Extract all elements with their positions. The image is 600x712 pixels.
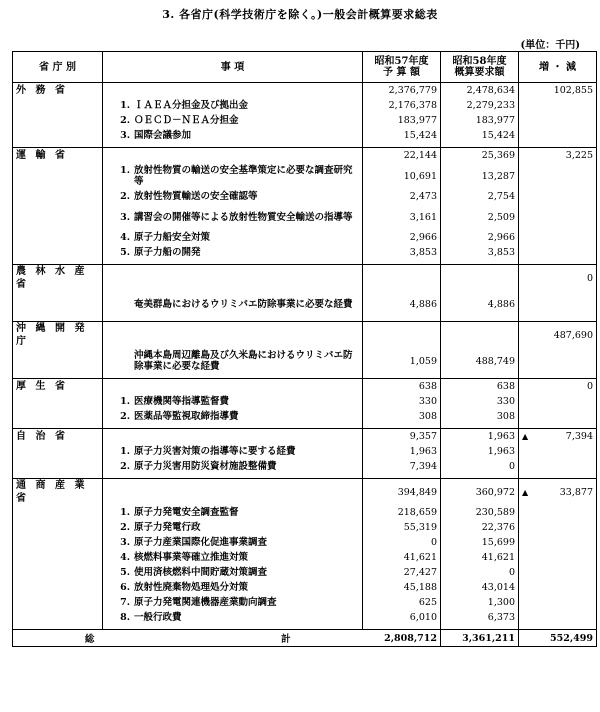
- section-row: [13, 83, 597, 99]
- item-cell: [103, 505, 363, 520]
- item-change-blank: [519, 505, 597, 520]
- item-row: [13, 409, 597, 424]
- item-change-blank: [519, 535, 597, 550]
- negative-marker: ▲: [522, 487, 529, 497]
- total-fy58: 3,361,211: [441, 630, 519, 647]
- item-fy58: 13,287: [441, 163, 519, 189]
- ministry-spacer: [13, 595, 103, 610]
- header-fy57-line2: 予 算 額: [383, 67, 420, 78]
- item-number: 2.: [120, 411, 130, 422]
- ministry-name: 農 林 水 産 省: [13, 265, 103, 292]
- ministry-spacer: [13, 550, 103, 565]
- item-fy58: 3,853: [441, 245, 519, 260]
- item-fy57: 41,621: [363, 550, 441, 565]
- item-fy58: 183,977: [441, 113, 519, 128]
- item-fy58: 1,963: [441, 444, 519, 459]
- item-change-blank: [519, 98, 597, 113]
- section-change: [519, 379, 597, 395]
- item-fy58: 1,300: [441, 595, 519, 610]
- item-cell: [103, 444, 363, 459]
- total-row: [13, 630, 597, 647]
- section-fy57: 22,144: [363, 148, 441, 164]
- item-number: 5.: [120, 247, 130, 258]
- item-change-blank: [519, 565, 597, 580]
- ministry-spacer: [13, 163, 103, 189]
- item-fy57: 308: [363, 409, 441, 424]
- item-change-blank: [519, 113, 597, 128]
- item-fy57: 4,886: [363, 291, 441, 317]
- item-row: [13, 230, 597, 245]
- section-item-blank: [103, 83, 363, 99]
- section-change-value: 487,690: [553, 329, 593, 341]
- item-label: 原子力災害用防災資材施設整備費: [134, 461, 277, 472]
- header-fy58-line1: 昭和58年度: [452, 56, 507, 67]
- section-row: [13, 265, 597, 292]
- item-label: 放射性廃棄物処理処分対策: [134, 582, 249, 593]
- section-row: [13, 479, 597, 506]
- section-row: [13, 379, 597, 395]
- item-row: [13, 204, 597, 230]
- item-number: 1.: [120, 396, 130, 407]
- item-label: 原子力発電行政: [134, 522, 201, 533]
- item-label: 核燃料事業等確立推進対策: [134, 552, 249, 563]
- item-change-blank: [519, 394, 597, 409]
- ministry-spacer: [13, 204, 103, 230]
- ministry-spacer: [13, 113, 103, 128]
- item-fy58: 230,589: [441, 505, 519, 520]
- item-number: 2.: [120, 522, 130, 533]
- item-cell: [103, 595, 363, 610]
- item-row: [13, 565, 597, 580]
- section-fy58: 25,369: [441, 148, 519, 164]
- section-fy58: 360,972: [441, 479, 519, 506]
- item-number: 4.: [120, 232, 130, 243]
- item-change-blank: [519, 595, 597, 610]
- item-label: 原子力発電安全調査監督: [134, 507, 239, 518]
- item-fy57: 3,161: [363, 204, 441, 230]
- item-fy57: 1,059: [363, 348, 441, 374]
- item-fy57: 10,691: [363, 163, 441, 189]
- section-change-value: 7,394: [565, 431, 593, 442]
- section-fy57: [363, 265, 441, 292]
- item-change-blank: [519, 348, 597, 374]
- item-number: 3.: [120, 537, 130, 548]
- section-change: [519, 83, 597, 99]
- item-fy57: 0: [363, 535, 441, 550]
- item-number: 6.: [120, 582, 130, 593]
- item-fy57: 3,853: [363, 245, 441, 260]
- item-fy57: 55,319: [363, 520, 441, 535]
- item-change-blank: [519, 128, 597, 143]
- item-change-blank: [519, 409, 597, 424]
- item-fy58: 0: [441, 565, 519, 580]
- total-fy57: 2,808,712: [363, 630, 441, 647]
- ministry-spacer: [13, 128, 103, 143]
- item-cell: [103, 459, 363, 474]
- ministry-spacer: [13, 245, 103, 260]
- item-row: [13, 113, 597, 128]
- item-fy58: 0: [441, 459, 519, 474]
- item-label: 沖縄本島周辺離島及び久米島におけるウリミバエ防除事業に必要な経費: [134, 350, 353, 372]
- ministry-spacer: [13, 505, 103, 520]
- section-fy57: 9,357: [363, 429, 441, 445]
- header-fy57: [363, 52, 441, 83]
- ministry-spacer: [13, 580, 103, 595]
- item-fy58: 4,886: [441, 291, 519, 317]
- item-cell: [103, 580, 363, 595]
- item-change-blank: [519, 520, 597, 535]
- header-fy58-line2: 概算要求額: [454, 67, 505, 78]
- item-row: [13, 595, 597, 610]
- item-row: [13, 189, 597, 204]
- ministry-name: 外 務 省: [13, 83, 103, 99]
- item-fy58: 41,621: [441, 550, 519, 565]
- ministry-spacer: [13, 459, 103, 474]
- unit-label: (単位：千円): [520, 40, 580, 51]
- item-fy58: 15,699: [441, 535, 519, 550]
- section-fy57: [363, 322, 441, 349]
- section-item-blank: [103, 479, 363, 506]
- item-cell: [103, 230, 363, 245]
- item-label: 放射性物質輸送の安全確認等: [134, 191, 258, 202]
- section-fy57: 638: [363, 379, 441, 395]
- item-label: 原子力船の開発: [134, 247, 201, 258]
- item-label: 医薬品等監視取締指導費: [134, 411, 239, 422]
- item-number: 8.: [120, 612, 130, 623]
- item-label: 放射性物質の輸送の安全基準策定に必要な調査研究等: [134, 165, 353, 187]
- item-row: [13, 163, 597, 189]
- section-row: [13, 148, 597, 164]
- item-label: 奄美群島におけるウリミバエ防除事業に必要な経費: [134, 298, 353, 310]
- total-change: 552,499: [519, 630, 597, 647]
- item-fy57: 15,424: [363, 128, 441, 143]
- item-cell: [103, 348, 363, 374]
- item-number: 1.: [120, 507, 130, 518]
- item-fy58: 2,966: [441, 230, 519, 245]
- item-cell: [103, 409, 363, 424]
- item-label: ＯＥＣＤ－ＮＥＡ分担金: [134, 115, 239, 126]
- item-fy57: 1,963: [363, 444, 441, 459]
- section-change-value: 0: [586, 272, 593, 284]
- item-fy57: 2,473: [363, 189, 441, 204]
- item-fy57: 45,188: [363, 580, 441, 595]
- item-label: 使用済核燃料中間貯蔵対策調査: [134, 567, 268, 578]
- ministry-spacer: [13, 98, 103, 113]
- item-label: 原子力産業国際化促進事業調査: [134, 537, 268, 548]
- item-label: 原子力船安全対策: [134, 232, 211, 243]
- ministry-spacer: [13, 230, 103, 245]
- section-item-blank: [103, 322, 363, 349]
- item-label: ＩＡＥＡ分担金及び拠出金: [134, 100, 249, 111]
- item-fy58: 2,279,233: [441, 98, 519, 113]
- item-fy58: 2,509: [441, 204, 519, 230]
- item-row: [13, 505, 597, 520]
- item-row: [13, 98, 597, 113]
- header-change: 増 ・ 減: [519, 52, 597, 83]
- item-fy58: 330: [441, 394, 519, 409]
- item-fy57: 218,659: [363, 505, 441, 520]
- section-change-value: 0: [586, 381, 593, 392]
- item-fy58: 488,749: [441, 348, 519, 374]
- item-change-blank: [519, 580, 597, 595]
- item-cell: [103, 291, 363, 317]
- section-change-value: 3,225: [565, 150, 593, 161]
- item-fy57: 27,427: [363, 565, 441, 580]
- item-fy58: 6,373: [441, 610, 519, 625]
- item-fy57: 2,966: [363, 230, 441, 245]
- item-label: 講習会の開催等による放射性物質安全輸送の指導等: [134, 211, 353, 223]
- item-cell: [103, 520, 363, 535]
- ministry-name: 厚 生 省: [13, 379, 103, 395]
- item-cell: [103, 98, 363, 113]
- ministry-name: 沖 縄 開 発 庁: [13, 322, 103, 349]
- ministry-spacer: [13, 348, 103, 374]
- item-fy57: 6,010: [363, 610, 441, 625]
- ministry-spacer: [13, 189, 103, 204]
- ministry-spacer: [13, 444, 103, 459]
- section-item-blank: [103, 379, 363, 395]
- item-cell: [103, 163, 363, 189]
- ministry-name: 自 治 省: [13, 429, 103, 445]
- item-change-blank: [519, 459, 597, 474]
- item-cell: [103, 189, 363, 204]
- table-body: [13, 83, 597, 630]
- item-fy58: 308: [441, 409, 519, 424]
- item-row: [13, 550, 597, 565]
- item-change-blank: [519, 550, 597, 565]
- item-number: 3.: [120, 211, 130, 223]
- header-row: [13, 52, 597, 83]
- item-change-blank: [519, 245, 597, 260]
- item-fy57: 183,977: [363, 113, 441, 128]
- item-cell: [103, 565, 363, 580]
- item-row: [13, 444, 597, 459]
- header-item: 事 項: [103, 52, 363, 83]
- ministry-name: 通 商 産 業 省: [13, 479, 103, 506]
- item-number: 4.: [120, 552, 130, 563]
- section-change-value: 102,855: [553, 85, 593, 96]
- section-change: [519, 148, 597, 164]
- item-row: [13, 348, 597, 374]
- item-fy58: 43,014: [441, 580, 519, 595]
- total-label-left: 総: [84, 634, 95, 645]
- item-fy58: 15,424: [441, 128, 519, 143]
- item-number: 3.: [120, 130, 130, 141]
- header-ministry: 省 庁 別: [13, 52, 103, 83]
- item-row: [13, 459, 597, 474]
- item-label: 原子力発電関連機器産業動向調査: [134, 597, 277, 608]
- item-cell: [103, 610, 363, 625]
- page-title: 3. 各省庁(科学技術庁を除く。)一般会計概算要求総表: [162, 8, 438, 21]
- item-number: 1.: [120, 165, 130, 176]
- item-number: 1.: [120, 100, 130, 111]
- section-item-blank: [103, 429, 363, 445]
- section-fy58: 638: [441, 379, 519, 395]
- ministry-spacer: [13, 394, 103, 409]
- total-label-right: 計: [281, 634, 291, 645]
- ministry-spacer: [13, 565, 103, 580]
- section-fy57: 2,376,779: [363, 83, 441, 99]
- item-label: 医療機関等指導監督費: [134, 396, 230, 407]
- item-label: 原子力災害対策の指導等に要する経費: [134, 446, 296, 457]
- budget-table: [12, 51, 597, 647]
- section-row: [13, 429, 597, 445]
- section-change: [519, 265, 597, 292]
- section-fy58: 1,963: [441, 429, 519, 445]
- ministry-spacer: [13, 520, 103, 535]
- section-change: [519, 479, 597, 506]
- total-label: [13, 630, 363, 647]
- item-cell: [103, 128, 363, 143]
- header-fy58: [441, 52, 519, 83]
- item-number: 2.: [120, 115, 130, 126]
- item-row: [13, 291, 597, 317]
- item-fy57: 7,394: [363, 459, 441, 474]
- item-change-blank: [519, 189, 597, 204]
- item-number: 5.: [120, 567, 130, 578]
- item-row: [13, 520, 597, 535]
- item-fy58: 22,376: [441, 520, 519, 535]
- item-fy57: 625: [363, 595, 441, 610]
- negative-marker: ▲: [522, 432, 529, 441]
- item-change-blank: [519, 291, 597, 317]
- ministry-spacer: [13, 409, 103, 424]
- item-label: 国際会議参加: [134, 130, 192, 141]
- item-change-blank: [519, 610, 597, 625]
- section-item-blank: [103, 265, 363, 292]
- item-number: 1.: [120, 446, 130, 457]
- item-fy58: 2,754: [441, 189, 519, 204]
- ministry-spacer: [13, 535, 103, 550]
- ministry-spacer: [13, 610, 103, 625]
- header-fy57-line1: 昭和57年度: [374, 56, 429, 67]
- item-change-blank: [519, 230, 597, 245]
- section-change-value: 33,877: [559, 486, 593, 498]
- item-number: 2.: [120, 461, 130, 472]
- item-fy57: 330: [363, 394, 441, 409]
- item-cell: [103, 204, 363, 230]
- item-row: [13, 394, 597, 409]
- item-label: 一般行政費: [134, 612, 182, 623]
- section-row: [13, 322, 597, 349]
- item-row: [13, 535, 597, 550]
- ministry-spacer: [13, 291, 103, 317]
- item-cell: [103, 245, 363, 260]
- item-row: [13, 610, 597, 625]
- section-fy57: 394,849: [363, 479, 441, 506]
- item-row: [13, 128, 597, 143]
- item-cell: [103, 535, 363, 550]
- item-cell: [103, 550, 363, 565]
- item-cell: [103, 113, 363, 128]
- section-fy58: [441, 265, 519, 292]
- item-number: 2.: [120, 191, 130, 202]
- section-change: [519, 322, 597, 349]
- item-row: [13, 245, 597, 260]
- item-number: 7.: [120, 597, 130, 608]
- item-cell: [103, 394, 363, 409]
- item-fy57: 2,176,378: [363, 98, 441, 113]
- section-fy58: [441, 322, 519, 349]
- item-change-blank: [519, 444, 597, 459]
- item-row: [13, 580, 597, 595]
- item-change-blank: [519, 204, 597, 230]
- section-item-blank: [103, 148, 363, 164]
- ministry-name: 運 輸 省: [13, 148, 103, 164]
- item-change-blank: [519, 163, 597, 189]
- section-fy58: 2,478,634: [441, 83, 519, 99]
- section-change: [519, 429, 597, 445]
